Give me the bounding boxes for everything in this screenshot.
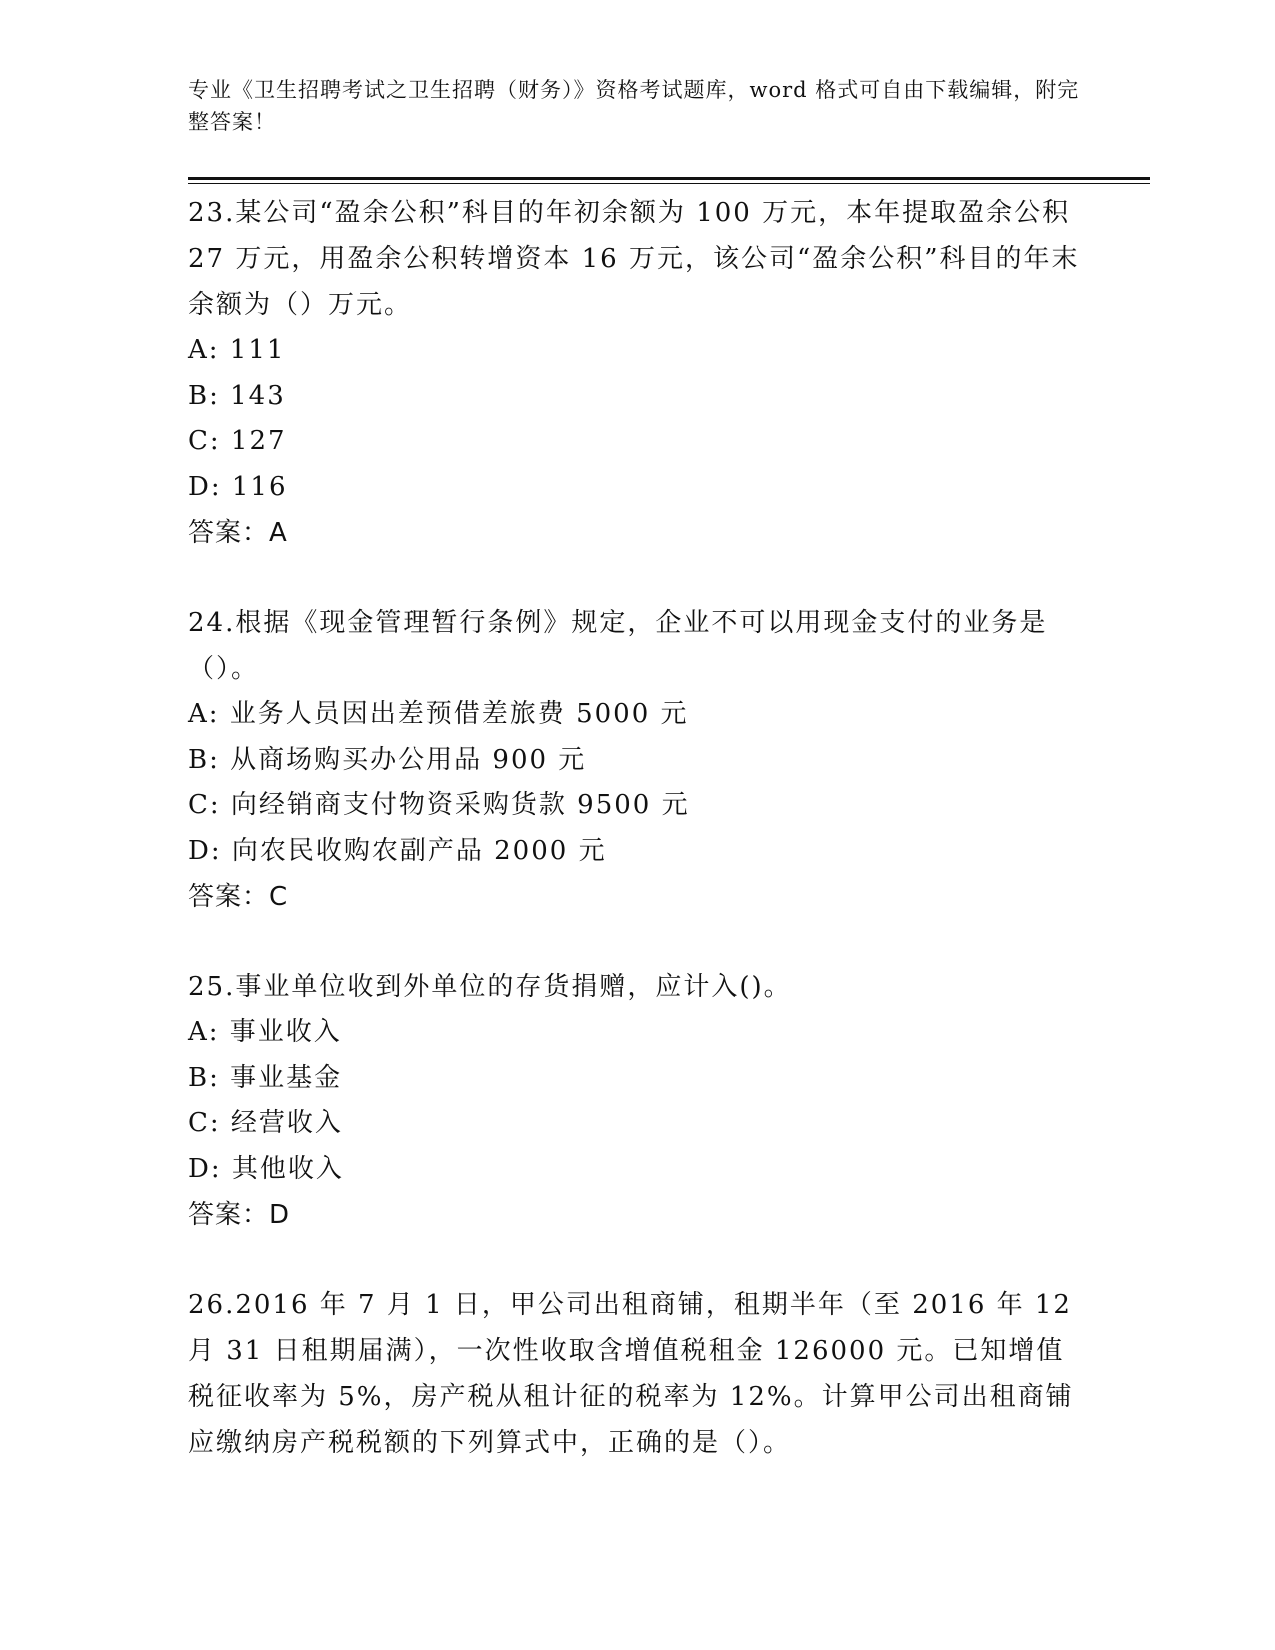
answer: 答案：D [188, 1200, 291, 1230]
option-a: A: 业务人员因出差预借差旅费 5000 元 [188, 699, 689, 729]
option-a: A: 111 [188, 335, 286, 365]
option-c: C: 向经销商支付物资采购货款 9500 元 [188, 790, 690, 820]
option-b: B: 143 [188, 380, 286, 411]
answer: 答案：C [188, 882, 289, 912]
answer: 答案：A [188, 518, 288, 548]
question-stem: 23.某公司“盈余公积”科目的年初余额为 100 万元，本年提取盈余公积 27 万元，用盈余公积转增资本 16 万元，该公司“盈余公积”科目的年末余额为（）万元。 [188, 198, 1080, 320]
question-26 [188, 1282, 1088, 1466]
spacer [188, 920, 1088, 964]
question-stem: 24.根据《现金管理暂行条例》规定，企业不可以用现金支付的业务是（）。 [188, 608, 1048, 684]
question-24 [188, 600, 1088, 920]
header-rule-thin [188, 183, 1150, 184]
header-note: 专业《卫生招聘考试之卫生招聘（财务）》资格考试题库，word 格式可自由下载编辑，附完整答案！ [188, 78, 1080, 134]
option-a: A: 事业收入 [188, 1017, 342, 1047]
question-25 [188, 964, 1088, 1238]
option-d: D: 其他收入 [188, 1153, 344, 1184]
option-c: C: 127 [188, 426, 287, 456]
option-d: D: 116 [188, 471, 288, 502]
option-b: B: 事业基金 [188, 1062, 343, 1093]
option-d: D: 向农民收购农副产品 2000 元 [188, 835, 607, 866]
question-stem: 26.2016 年 7 月 1 日，甲公司出租商铺，租期半年（至 2016 年 12 月 31 日租期届满），一次性收取含增值税租金 126000 元。已知增值税征收率为 5%，房产税从租计征的税率为 12%。计算甲公司出租商铺应缴纳房产税税额的下列算式中，正确的是（）。 [188, 1290, 1074, 1458]
spacer [188, 556, 1088, 600]
question-stem: 25.事业单位收到外单位的存货捐赠，应计入()。 [188, 972, 792, 1002]
option-b: B: 从商场购买办公用品 900 元 [188, 744, 587, 775]
question-23 [188, 190, 1088, 556]
header-rule-thick [188, 177, 1150, 180]
option-c: C: 经营收入 [188, 1108, 343, 1138]
question-list [188, 190, 1088, 1466]
spacer [188, 1238, 1088, 1282]
